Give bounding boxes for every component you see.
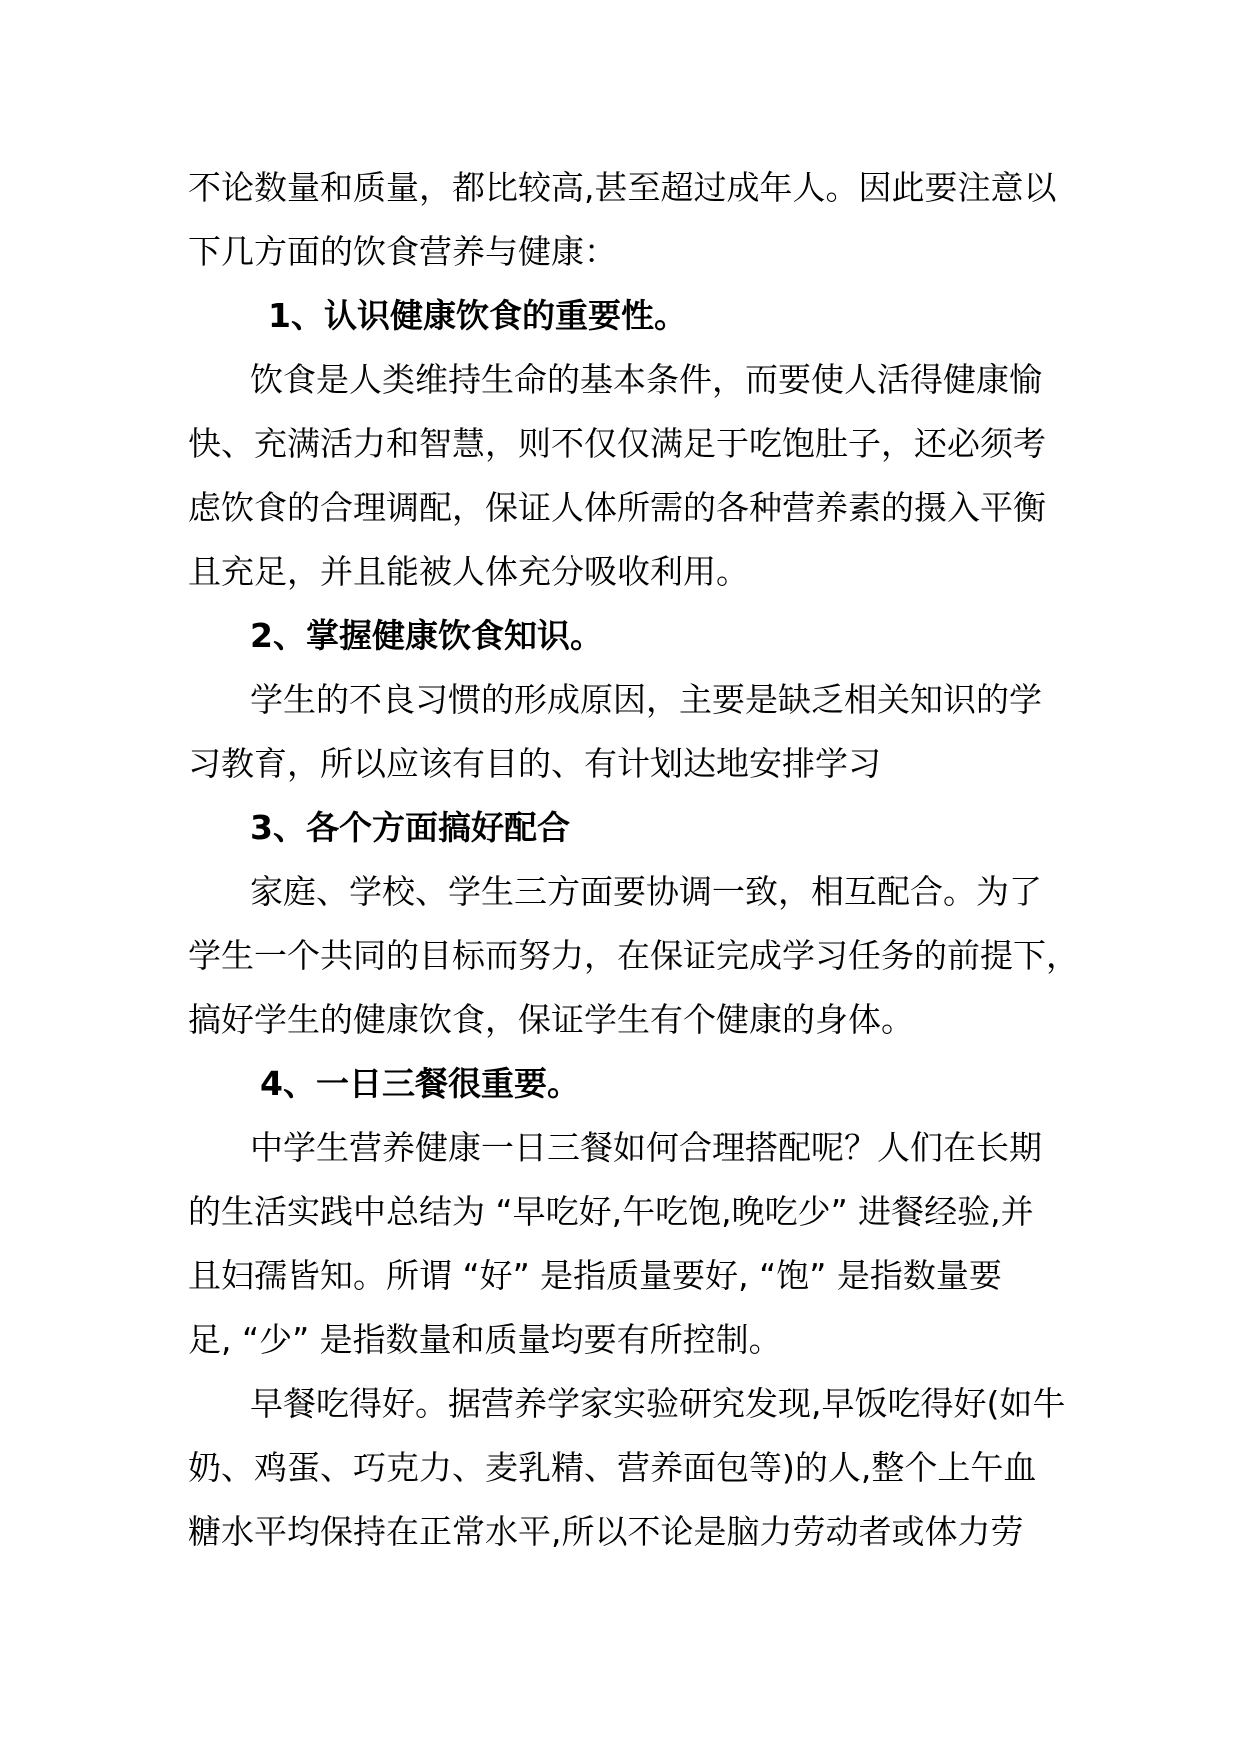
paragraph-line: 习教育，所以应该有目的、有计划达地安排学习 xyxy=(188,744,881,783)
paragraph-line: 家庭、学校、学生三方面要协调一致，相互配合。为了 xyxy=(250,872,1042,911)
paragraph-line: 且充足，并且能被人体充分吸收利用。 xyxy=(188,552,749,591)
paragraph-line: 不论数量和质量，都比较高,甚至超过成年人。因此要注意以 xyxy=(188,168,1057,207)
paragraph-line: 虑饮食的合理调配，保证人体所需的各种营养素的摄入平衡 xyxy=(188,488,1046,527)
paragraph-line: 饮食是人类维持生命的基本条件，而要使人活得健康愉 xyxy=(250,360,1042,399)
section-heading-3: 3、各个方面搞好配合 xyxy=(250,808,570,847)
section-heading-4: 4、一日三餐很重要。 xyxy=(260,1064,580,1103)
paragraph-line: 下几方面的饮食营养与健康： xyxy=(188,232,617,271)
paragraph-line: 搞好学生的健康饮食，保证学生有个健康的身体。 xyxy=(188,1000,914,1039)
paragraph-line: 糖水平均保持在正常水平,所以不论是脑力劳动者或体力劳 xyxy=(188,1512,1024,1551)
paragraph-line: 快、充满活力和智慧，则不仅仅满足于吃饱肚子，还必须考 xyxy=(188,424,1046,463)
paragraph-line: 中学生营养健康一日三餐如何合理搭配呢？人们在长期 xyxy=(250,1128,1042,1167)
paragraph-line: 早餐吃得好。据营养学家实验研究发现,早饭吃得好(如牛 xyxy=(250,1384,1066,1423)
section-heading-2: 2、掌握健康饮食知识。 xyxy=(250,616,603,655)
paragraph-line: 学生的不良习惯的形成原因，主要是缺乏相关知识的学 xyxy=(250,680,1042,719)
paragraph-line: 奶、鸡蛋、巧克力、麦乳精、营养面包等)的人,整个上午血 xyxy=(188,1448,1037,1487)
paragraph-line: 且妇孺皆知。所谓 “好” 是指质量要好, “饱” 是指数量要 xyxy=(188,1256,1002,1295)
paragraph-line: 的生活实践中总结为 “早吃好,午吃饱,晚吃少” 进餐经验,并 xyxy=(188,1192,1034,1231)
paragraph-line: 学生一个共同的目标而努力，在保证完成学习任务的前提下， xyxy=(188,936,1079,975)
paragraph-line: 足, “少” 是指数量和质量均要有所控制。 xyxy=(188,1320,782,1359)
section-heading-1: 1、认识健康饮食的重要性。 xyxy=(268,296,687,335)
